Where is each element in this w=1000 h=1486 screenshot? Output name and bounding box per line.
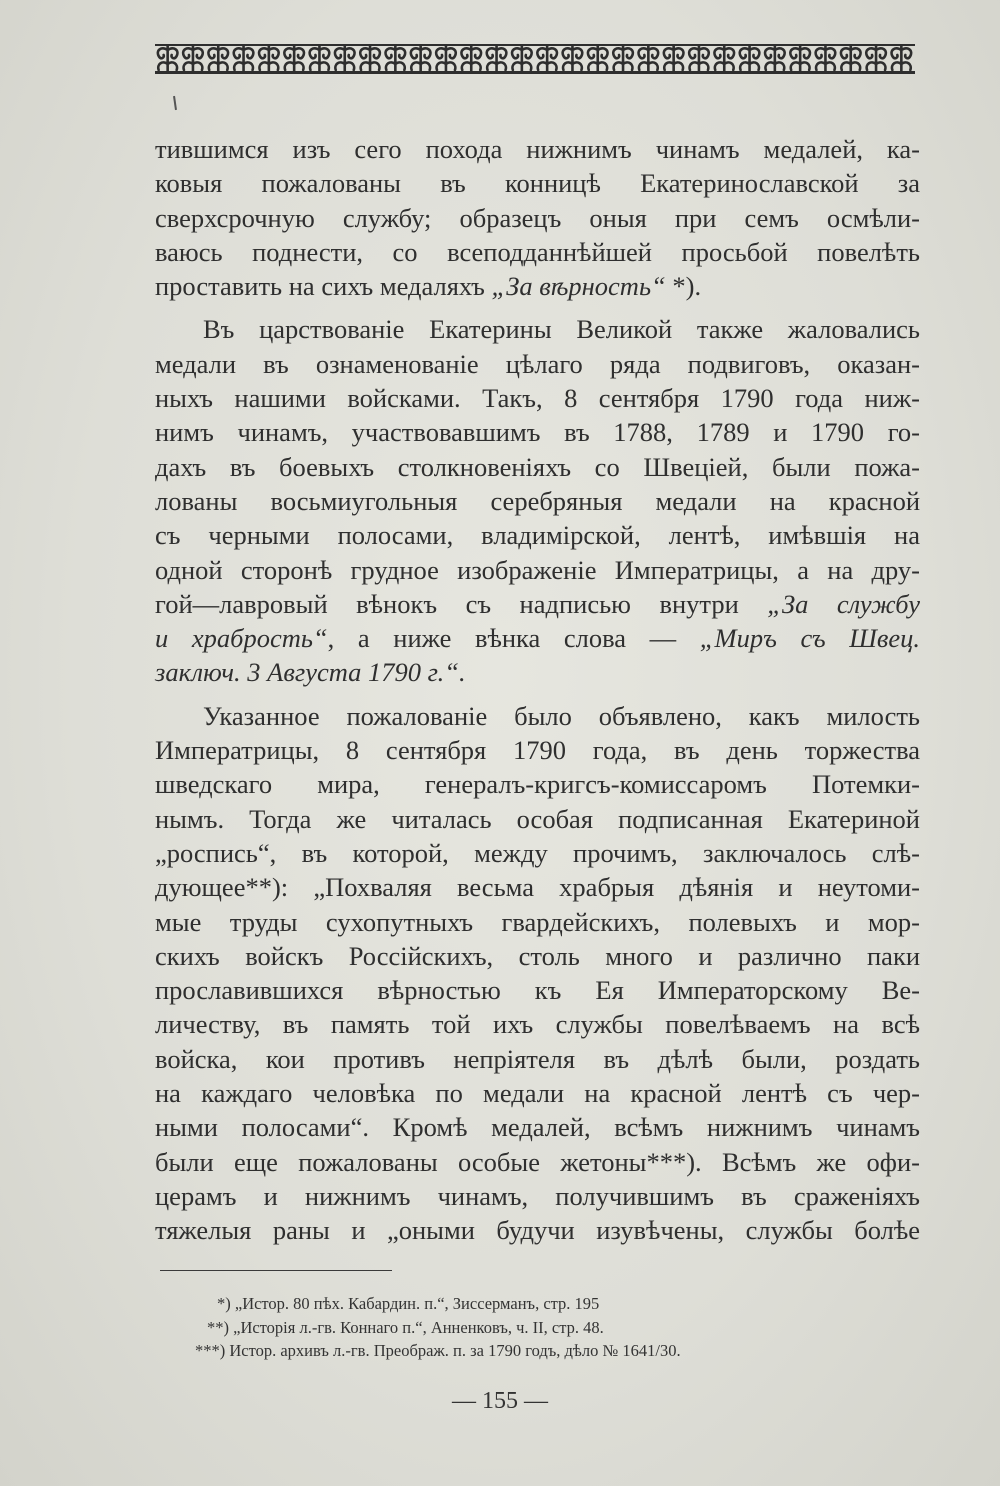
text-line: мые труды сухопутныхъ гвардейскихъ, полевыхъ и мор- (155, 906, 920, 937)
text-line: прославившихся вѣрностью къ Ея Императорскому Ве- (155, 975, 920, 1006)
text-line: на каждаго человѣка по медали на красной лентѣ съ чер- (155, 1078, 920, 1109)
text-line: нымъ. Тогда же читалась особая подписанная Екатериной (155, 803, 920, 834)
italic-quote: „Миръ съ Швец. (699, 623, 920, 654)
text-segment: , а ниже вѣнка слова — (327, 623, 700, 654)
text-segment: гой—лавровый вѣнокъ съ надписью внутри (155, 588, 768, 619)
text-line: скихъ войскъ Россійскихъ, столь много и различно паки (155, 940, 920, 971)
text-line: ными полосами“. Кромѣ медалей, всѣмъ нижнимъ чинамъ (155, 1112, 920, 1143)
footnotes (195, 1292, 895, 1363)
text-line: войска, кои противъ непріятеля въ дѣлѣ были, роздать (155, 1043, 920, 1074)
text-line: одной сторонѣ грудное изображеніе Императрицы, а на дру- (155, 554, 920, 585)
text-line: личеству, въ память той ихъ службы повелѣваемъ на всѣ (155, 1009, 920, 1040)
text-line: церамъ и нижнимъ чинамъ, получившимъ въ сраженіяхъ (155, 1180, 920, 1211)
text-line: были еще пожалованы особые жетоны***). Всѣмъ же офи- (155, 1146, 920, 1177)
body-text (155, 132, 920, 1248)
italic-quote: и храбрость“ (155, 623, 328, 654)
print-mark (173, 96, 177, 110)
footnote: ***) Истор. архивъ л.-гв. Преображ. п. за 1790 годъ, дѣло № 1641/30. (195, 1341, 681, 1360)
italic-quote: „За вѣрность“ (491, 271, 666, 302)
text-line: дующее**): „Похваляя весьма храбрыя дѣянія и неутоми- (155, 872, 920, 903)
footnote: *) „Истор. 80 пѣх. Кабардин. п.“, Зиссерманъ, стр. 195 (217, 1294, 600, 1313)
header-ornament (155, 42, 915, 76)
text-line: сверхсрочную службу; образецъ оныя при семъ осмѣли- (155, 202, 920, 233)
text-line: лованы восьмиугольныя серебряныя медали на красной (155, 485, 920, 516)
text-line (155, 269, 920, 303)
footnote-divider (160, 1270, 392, 1271)
text-line: ваюсь поднести, со всеподданнѣйшей просьбой повелѣть (155, 236, 920, 267)
text-line (155, 587, 920, 621)
text-line: заключ. 3 Августа 1790 г.“. (155, 657, 466, 688)
text-line: тяжелыя раны и „оными будучи изувѣчены, службы болѣе (155, 1215, 920, 1246)
text-line: Императрицы, 8 сентября 1790 года, въ день торжества (155, 735, 920, 766)
text-line (155, 621, 920, 655)
footnote: **) „Исторія л.-гв. Коннаго п.“, Анненковъ, ч. II, стр. 48. (207, 1317, 604, 1337)
text-segment: *). (665, 271, 702, 302)
page-number: — 155 — (452, 1388, 548, 1414)
text-line: Въ царствованіе Екатерины Великой также жаловались (203, 314, 920, 345)
text-line: Указанное пожалованіе было объявлено, какъ милость (203, 700, 920, 731)
text-segment: проставить на сихъ медаляхъ (155, 271, 492, 302)
text-line: ковыя пожалованы въ конницѣ Екатеринославской за (155, 168, 920, 199)
italic-quote: „За службу (767, 588, 921, 619)
text-line: „роспись“, въ которой, между прочимъ, заключалось слѣ- (155, 837, 920, 868)
text-line: шведскаго мира, генералъ-кригсъ-комиссаромъ Потемки- (155, 769, 920, 800)
text-line: тившимся изъ сего похода нижнимъ чинамъ медалей, ка- (155, 134, 920, 164)
text-line: медали въ ознаменованіе цѣлаго ряда подвиговъ, оказан- (155, 348, 920, 379)
text-line: нимъ чинамъ, участвовавшимъ въ 1788, 1789 и 1790 го- (155, 417, 920, 448)
text-line: съ черными полосами, владимірской, лентѣ, имѣвшія на (155, 520, 920, 551)
text-line: дахъ въ боевыхъ столкновеніяхъ со Швеціей, были пожа- (155, 451, 920, 482)
text-line: ныхъ нашими войсками. Такъ, 8 сентября 1790 года ниж- (155, 383, 920, 414)
